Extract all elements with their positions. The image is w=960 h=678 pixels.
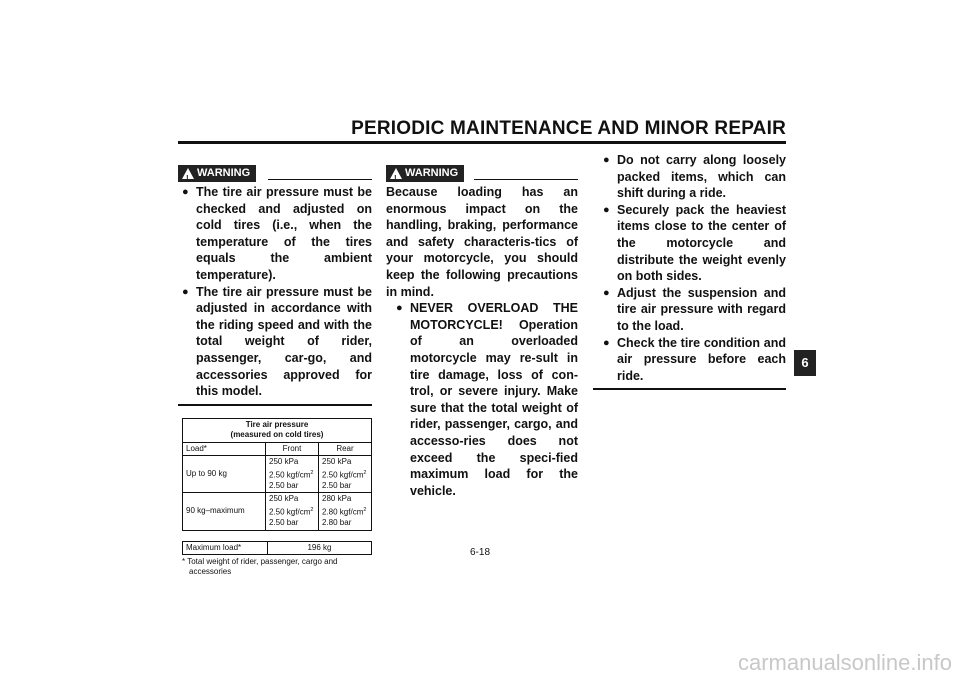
warning-triangle-icon: ! [390, 168, 402, 179]
rear-kpa: 250 kPa [322, 457, 352, 467]
rear-kgf [322, 505, 368, 518]
table-title-line-1: Tire air pressure [245, 419, 309, 429]
warning-bullet-3-4: ● Check the tire condition and air pressure before each ride. [603, 335, 786, 385]
table-header-row [183, 442, 372, 456]
warning-bullet-overload: ● NEVER OVERLOAD THE MOTORCYCLE! Operation of an overloaded motorcycle may re-sult in tire damage, loss of con-trol, or severe injury. Make sure that the total weight of rider, passenger, cargo, and accesso-ries does not exceed the speci-fied maximum load for the vehicle. [396, 300, 578, 499]
table-row [183, 456, 372, 493]
table-footnote [182, 557, 372, 577]
table-cell-front [266, 493, 319, 530]
table-cell-rear [319, 493, 372, 530]
max-load-value: 196 kg [268, 541, 372, 555]
rear-kgf [322, 468, 368, 481]
warning-triangle-icon: ! [182, 168, 194, 179]
footnote-line-1: * Total weight of rider, passenger, cargo and [182, 557, 338, 567]
max-load-label: Maximum load* [183, 541, 268, 555]
rear-kpa: 280 kPa [322, 494, 352, 504]
column-1 [178, 165, 372, 577]
front-kpa: 250 kPa [269, 494, 299, 504]
warning-badge-1 [178, 165, 256, 182]
superscript: 2 [310, 469, 314, 476]
section-tab: 6 [794, 350, 816, 376]
superscript: 2 [363, 469, 367, 476]
table-row [183, 493, 372, 530]
rear-kgf-value: 2.50 kgf/cm [322, 470, 364, 480]
warning-bullet-3-2: ● Securely pack the heaviest items close to the center of the motorcycle and distribute the weight evenly on both sides. [603, 202, 786, 285]
front-kgf-value: 2.50 kgf/cm [269, 470, 311, 480]
warning-label-1: WARNING [197, 167, 251, 179]
front-kgf [269, 505, 315, 518]
superscript: 2 [363, 506, 367, 513]
table-header-front: Front [266, 442, 319, 456]
rear-bar: 2.50 bar [322, 480, 352, 490]
page-number: 6-18 [469, 547, 490, 558]
table-cell-rear [319, 456, 372, 493]
warning-rule-2 [474, 179, 578, 180]
warning-end-rule-1 [178, 404, 372, 406]
front-kpa: 250 kPa [269, 457, 299, 467]
footnote-line-2: accessories [189, 567, 232, 577]
warning-header-2 [386, 165, 578, 183]
table-title-line-2: (measured on cold tires) [230, 430, 324, 440]
front-kgf-value: 2.50 kgf/cm [269, 507, 311, 517]
header-rule [178, 141, 786, 144]
warning-bullet-3-3: ● Adjust the suspension and tire air pressure with regard to the load. [603, 285, 786, 335]
page-header-title: PERIODIC MAINTENANCE AND MINOR REPAIR [351, 118, 786, 139]
rear-bar: 2.80 bar [322, 518, 352, 528]
table-cell-load: Up to 90 kg [183, 456, 266, 493]
table-header-rear: Rear [319, 442, 372, 456]
warning-badge-2 [386, 165, 464, 182]
warning-end-rule-3 [593, 388, 786, 390]
front-kgf [269, 468, 315, 481]
warning-intro: Because loading has an enormous impact on the handling, braking, performance and safety characteris-tics of your motorcycle, you should keep the following precautions in mind. [386, 185, 578, 299]
superscript: 2 [310, 506, 314, 513]
warning-bullet-2: ● The tire air pressure must be adjusted in accordance with the riding speed and with the total weight of rider, passenger, car-go, and accessories approved for this model. [182, 284, 372, 400]
watermark: carmanualsonline.info [737, 650, 952, 675]
warning-header-1 [178, 165, 372, 183]
warning-label-2: WARNING [405, 167, 459, 179]
table-cell-front [266, 456, 319, 493]
warning-bullet-3-1: ● Do not carry along loosely packed items, which can shift during a ride. [603, 152, 786, 202]
column-3 [593, 152, 786, 390]
tire-pressure-table [182, 418, 372, 531]
warning-rule-1 [268, 179, 372, 180]
front-bar: 2.50 bar [269, 518, 299, 528]
column-2 [386, 165, 578, 499]
front-bar: 2.50 bar [269, 480, 299, 490]
rear-kgf-value: 2.80 kgf/cm [322, 507, 364, 517]
table-cell-load: 90 kg–maximum [183, 493, 266, 530]
warning-bullet-1: ● The tire air pressure must be checked and adjusted on cold tires (i.e., when the temperature of the tires equals the ambient temperature). [182, 184, 372, 284]
table-header-load: Load* [183, 442, 266, 456]
table-title [183, 418, 372, 442]
